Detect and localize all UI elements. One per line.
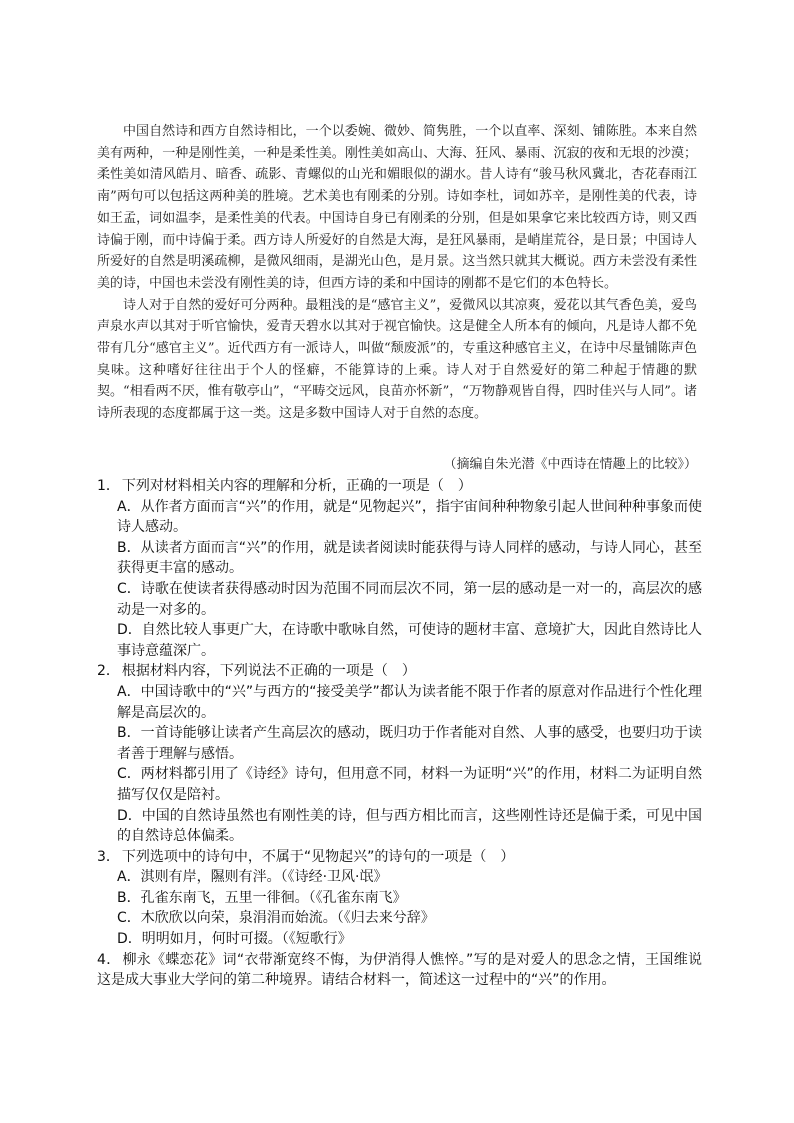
passage-source: （摘编自朱光潜《中西诗在情趣上的比较》） [443, 457, 697, 472]
option-c[interactable]: C．木欣欣以向荣，泉涓涓而始流。（《归去来兮辞》 [117, 910, 435, 927]
question-stem [97, 950, 702, 991]
question-stem [97, 476, 702, 497]
question-3 [97, 847, 702, 950]
option-a[interactable]: A．从作者方面而言“兴”的作用，就是“见物起兴”，指宇宙间种种物象引起人世间种种事象而使诗人感动。 [117, 498, 702, 536]
question-4 [97, 950, 702, 991]
passage-paragraph-1: 中国自然诗和西方自然诗相比，一个以委婉、微妙、简隽胜，一个以直率、深刻、铺陈胜。本来自然美有两种，一种是刚性美，一种是柔性美。刚性美如高山、大海、狂风、暴雨、沉寂的夜和无垠的沙漠；柔性美如清风皓月、暗香、疏影、青螺似的山光和媚眼似的湖水。昔人诗有“骏马秋风冀北，杏花春雨江南”两句可以包括这两种美的胜境。艺术美也有刚柔的分别。诗如李杜，词如苏辛，是刚性美的代表，诗如王孟，词如温李，是柔性美的代表。中国诗自身已有刚柔的分别，但是如果拿它来比较西方诗，则又西诗偏于刚，而中诗偏于柔。西方诗人所爱好的自然是大海，是狂风暴雨，是峭崖荒谷，是日景；中国诗人所爱好的自然是明溪疏柳，是微风细雨，是湖光山色，是月景。这当然只就其大概说。西方未尝没有柔性美的诗，中国也未尝没有刚性美的诗，但西方诗的柔和中国诗的刚都不是它们的本色特长。 [97, 124, 697, 291]
passage-paragraph-2: 诗人对于自然的爱好可分两种。最粗浅的是“感官主义”，爱微风以其凉爽，爱花以其气香色美，爱鸟声泉水声以其对于听官愉快，爱青天碧水以其对于视官愉快。这是健全人所本有的倾向，凡是诗人都不免带有几分“感官主义”。近代西方有一派诗人，叫做“颓废派”的，专重这种感官主义，在诗中尽量铺陈声色臭味。这种嗜好往往出于个人的怪癖，不能算诗的上乘。诗人对于自然爱好的第二种起于情趣的默契。“相看两不厌，惟有敬亭山”，“平畴交远风，良苗亦怀新”，“万物静观皆自得，四时佳兴与人同”。诸诗所表现的态度都属于这一类。这是多数中国诗人对于自然的态度。 [97, 297, 697, 422]
option-a[interactable]: A．淇则有岸，隰则有泮。（《诗经·卫风·氓》 [117, 869, 388, 886]
question-number: 4． [97, 951, 121, 968]
option-a[interactable]: A．中国诗歌中的“兴”与西方的“接受美学”都认为读者能不限于作者的原意对作品进行个性化理解是高层次的。 [117, 683, 702, 721]
question-2 [97, 661, 702, 846]
question-number: 1． [97, 478, 120, 494]
option-b[interactable]: B．一首诗能够让读者产生高层次的感动，既归功于作者能对自然、人事的感受，也要归功于读者善于理解与感悟。 [117, 725, 702, 762]
question-list [97, 476, 702, 991]
question-number: 3． [97, 848, 120, 865]
option-b[interactable]: B．从读者方面而言“兴”的作用，就是读者阅读时能获得与诗人同样的感动，与诗人同心，甚至获得更丰富的感动。 [117, 539, 702, 577]
question-stem [97, 661, 702, 682]
option-d[interactable]: D．明明如月，何时可掇。（《短歌行》 [117, 931, 352, 948]
option-c[interactable]: C．诗歌在使读者获得感动时因为范围不同而层次不同，第一层的感动是一对一的，高层次的感动是一对多的。 [117, 580, 702, 618]
option-b[interactable]: B．孔雀东南飞，五里一徘徊。（《孔雀东南飞》 [117, 889, 407, 906]
question-text: 下列对材料相关内容的理解和分析，正确的一项是（ ） [121, 478, 472, 494]
question-text: 柳永《蝶恋花》词“衣带渐宽终不悔，为伊消得人憔悴。”写的是对爱人的思念之情，王国维说这是成大事业大学问的第二种境界。请结合材料一，简述这一过程中的“兴”的作用。 [97, 951, 702, 989]
question-text: 下列选项中的诗句中，不属于“见物起兴”的诗句的一项是（ ） [121, 848, 515, 865]
question-text: 根据材料内容，下列说法不正确的一项是（ ） [121, 663, 416, 680]
option-d[interactable]: D．中国的自然诗虽然也有刚性美的诗，但与西方相比而言，这些刚性诗还是偏于柔，可见中国的自然诗总体偏柔。 [117, 807, 702, 845]
option-c[interactable]: C．两材料都引用了《诗经》诗句，但用意不同，材料一为证明“兴”的作用，材料二为证明自然描写仅仅是陪衬。 [117, 766, 702, 803]
reading-passage [97, 121, 697, 425]
question-number: 2． [97, 663, 120, 680]
question-1 [97, 476, 702, 661]
question-stem [97, 847, 702, 868]
option-d[interactable]: D．自然比较人事更广大，在诗歌中歌咏自然，可使诗的题材丰富、意境扩大，因此自然诗比人事诗意蕴深广。 [117, 622, 702, 659]
